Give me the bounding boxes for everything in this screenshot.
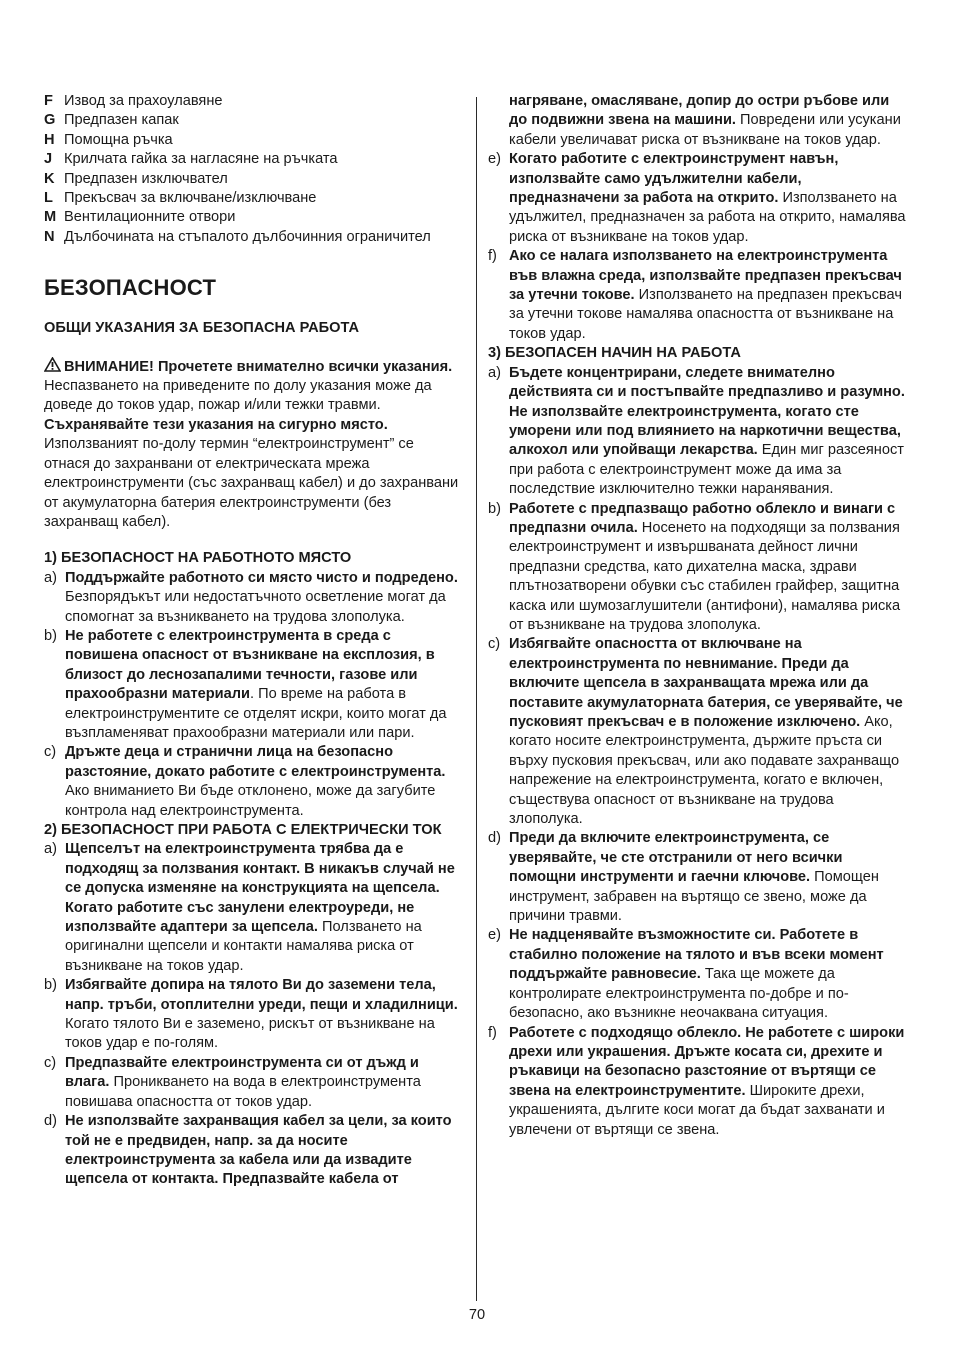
list-item-continuation: нагряване, омасляване, допир до остри ръбове или до подвижни звена на машини. Повредени или усукани кабели увеличават риска от възникване на токов удар. [509,93,901,148]
legend-item: K Предпазен изключвател [44,170,228,187]
group-title-safe-work: 3) БЕЗОПАСЕН НАЧИН НА РАБОТА [488,345,741,362]
list-item: f) Ако се налага използването на електроинструмента във влажна среда, използвайте предпазен прекъсвач за утечни токове. Използването на предпазен прекъсвач за утечни токове намалява опасността от възникване на токов удар. [488,248,902,342]
legend-item: L Прекъсвач за включване/изключване [44,190,317,207]
list-item: c) Избягвайте опасността от включване на електроинструмента по невнимание. Преди да включите щепсела в захранващата мрежа или да поставите акумулаторната батерия, се уверявайте, че пусковият прекъсвач е в положение изключено. Ако, когато носите електроинструмента, държите пръста си върху пусковия прекъсвач, или ако подавате захранващо напрежение на електроинструмента, когато е включен, съществува опасност от възникване на трудова злополука. [488,636,903,828]
list-item: b) Работете с предпазващо работно облекло и винаги с предпазни очила. Носенето на подходящи за ползвания електроинструмент и извършваната дейност лични предпазни средства, като дихателна маска, здрави плътнозатворени обувки със стабилен грайфер, защитна каска или шумозаглушители (антифони), намалява риска от възникване на трудова злополука. [488,500,901,633]
section-title: БЕЗОПАСНОСТ [44,275,217,301]
list-item: e) Не надценявайте възможностите си. Работете в стабилно положение на тялото и във всеки момент поддържайте равновесие. Така ще можете да контролирате електроинструмента по-добре и по-безопасно, ако възникне неочаквана ситуация. [488,927,884,1022]
warning-triangle-icon [44,357,61,372]
list-item: b) Не работете с електроинструмента в среда с повишена опасност от възникване на експлозия, в близост до леснозапалими течности, газове или прахообразни материали. По време на работа в електроинструментите се отделят искри, които могат да възпламеняват прахообразни материали или пари. [44,627,447,741]
list-item: a) Бъдете концентрирани, следете внимателно действията си и постъпвайте предпазливо и разумно. Не използвайте електроинструмента, когато сте уморени или под влиянието на наркотични вещества, алкохол или упойващи лекарства. Един миг разсеяност при работа с електроинструмент може да има за последствие изключително тежки наранявания. [488,364,905,498]
list-item: b) Избягвайте допира на тялото Ви до заземени тела, напр. тръби, отоплителни уреди, пещи и хладилници. Когато тялото Ви е заземено, рискът от възникване на токов удар е по-голям. [44,977,458,1052]
legend-item: F Извод за прахоулавяне [44,93,223,109]
page-number: 70 [468,1307,486,1323]
warning-paragraph: ВНИМАНИЕ! Прочетете внимателно всички указания. Неспазването на приведените по долу указания може да доведе до токов удар, пожар и/или тежки травми. Съхранявайте тези указания на сигурно място. Използваният по-долу термин “електроинструмент” се отнася до захранвани от електрическата мрежа електроинструменти (със захранващ кабел) и до захранвани от акумулаторна батерия електроинструменти (без захранващ кабел). [44,358,459,530]
list-item: c) Дръжте деца и странични лица на безопасно разстояние, докато работите с електроинструмента. Ако вниманието Ви бъде отклонено, може да загубите контрола над електроинструмента. [44,744,446,819]
group-title-work-area: 1) БЕЗОПАСНОСТ НА РАБОТНОТО МЯСТО [44,550,352,567]
parts-legend [44,92,462,247]
list-item: e) Когато работите с електроинструмент навън, използвайте само удължителни кабели, предназначени за работа на открито. Използването на удължител, предназначен за работа на открито, намалява риска от възникване на токов удар. [488,151,906,245]
list-item: a) Щепселът на електроинструмента трябва да е подходящ за ползвания контакт. В никакъв случай не се допуска изменяне на конструкцията на щепсела. Когато работите със занулени електроуреди, не използвайте адаптери за щепсела. Ползването на оригинални щепсели и контакти намалява риска от възникване на токов удар. [44,841,455,974]
list-item: d) Преди да включите електроинструмента, се уверявайте, че сте отстранили от него всички помощни инструменти и гаечни ключове. Помощен инструмент, забравен на въртящо се звено, може да причини травми. [488,830,879,925]
legend-item: J Крилчата гайка за нагласяне на ръчката [44,151,338,168]
list-item: c) Предпазвайте електроинструмента си от дъжд и влага. Проникването на вода в електроинструмента повишава опасността от токов удар. [44,1054,421,1110]
legend-item: H Помощна ръчка [44,131,173,148]
legend-item: G Предпазен капак [44,112,179,129]
list-item: a) Поддържайте работното си място чисто и подредено. Безпорядъкът или недостатъчното осветление могат да спомогнат за възникването на трудова злополука. [44,569,458,625]
subsection-title: ОБЩИ УКАЗАНИЯ ЗА БЕЗОПАСНА РАБОТА [44,320,359,337]
group-title-electrical: 2) БЕЗОПАСНОСТ ПРИ РАБОТА С ЕЛЕКТРИЧЕСКИ ТОК [44,822,442,838]
legend-item: M Вентилационните отвори [44,209,236,226]
column-divider [476,97,477,1301]
list-item: d) Не използвайте захранващия кабел за цели, за които той не е предвиден, напр. за да носите електроинструмента за кабела или да извадите щепсела от контакта. Предпазвайте кабела от [44,1113,452,1188]
legend-item: N Дълбочината на стъпалото дълбочинния ограничител [44,228,431,245]
left-column [44,92,462,1190]
list-item: f) Работете с подходящо облекло. Не работете с широки дрехи или украшения. Дръжте косата си, дрехите и ръкавици на безопасно разстояние от въртящи се звена на електроинструментите. Широките дрехи, украшенията, дългите коси могат да бъдат захванати и увлечени от въртящи се звена. [488,1024,905,1138]
right-column [488,92,910,1140]
